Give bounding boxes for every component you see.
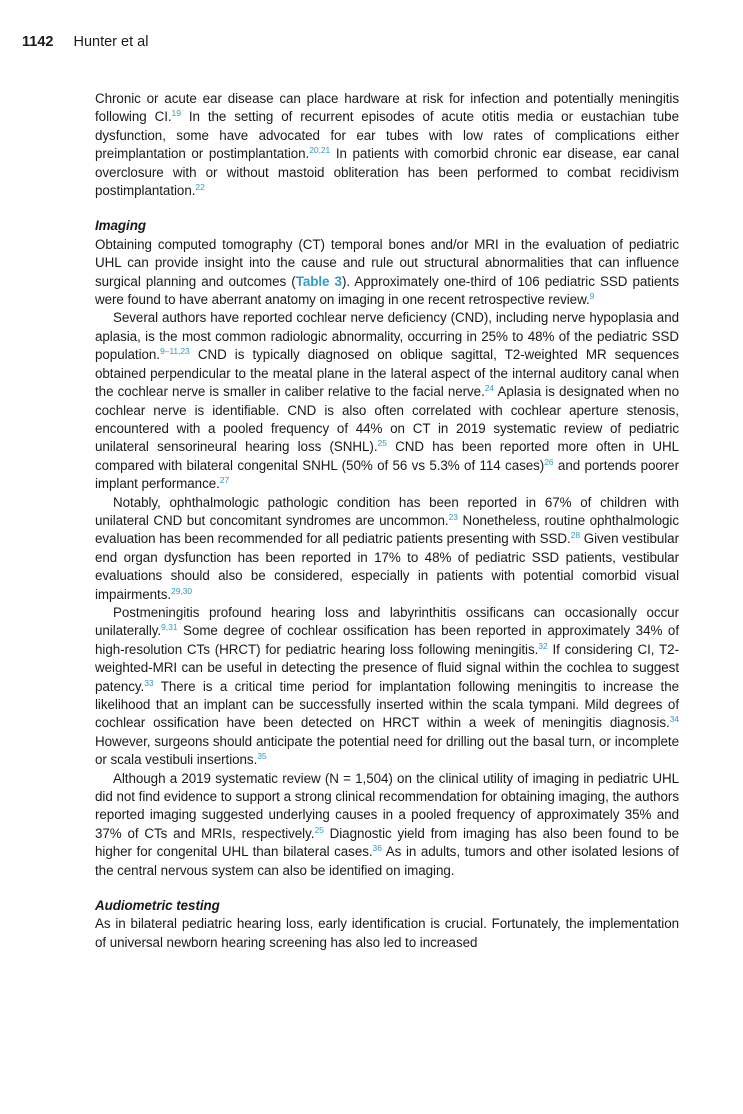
citation-link[interactable]: 25 xyxy=(314,824,324,835)
citation-link[interactable]: 29,30 xyxy=(171,585,193,596)
page-number: 1142 xyxy=(22,34,54,50)
citation-link[interactable]: 20,21 xyxy=(309,145,331,156)
citation-link[interactable]: 25 xyxy=(377,438,387,449)
citation-link[interactable]: 34 xyxy=(669,714,679,725)
citation-link[interactable]: 19 xyxy=(171,108,181,119)
citation-link[interactable]: 26 xyxy=(544,456,554,467)
section-gap xyxy=(95,880,679,897)
section-heading-imaging: Imaging xyxy=(95,218,146,234)
citation-link[interactable]: 33 xyxy=(144,677,154,688)
citation-link[interactable]: 27 xyxy=(219,475,230,486)
citation-link[interactable]: 36 xyxy=(372,843,382,854)
paragraph-imaging-3: Notably, ophthalmologic pathologic condition has been reported in 67% of children with unilateral CND but concomitant syndromes are uncommon.$^{23}$ Nonetheless, routine ophthalmologic evaluation has been recommended for all pediatric patients presenting with SSD.$^{28}$ Given vestibular end organ dysfunction has been reported in 17% to 48% of pediatric SSD patients, vestibular evaluations should also be considered, especially in patients with potential comorbid visual impairments.$^{29,30}$ xyxy=(95,494,679,602)
running-head xyxy=(22,34,148,50)
paragraph-imaging-4: Postmeningitis profound hearing loss and labyrinthitis ossificans can occasionally occur unilaterally.$^{9,31}$ Some degree of cochlear ossification has been reported in approximately 34% of high-resolution CTs (HRCT) for pediatric hearing loss following meningitis.$^{32}$ If considering CI, T2-weighted-MRI can be useful in detecting the presence of fluid signal within the cochlea to suggest patency.$^{33}$ There is a critical time period for implantation following meningitis to increase the likelihood that an implant can be successfully inserted within the scala tympani. Mild degrees of cochlear ossification have been detected on HRCT within a week of meningitis diagnosis.$^{34}$ However, surgeons should anticipate the potential need for drilling out the basal turn, or incomplete or scala vestibuli insertions.$^{35}$ xyxy=(95,604,679,768)
citation-link[interactable]: 9–11,23 xyxy=(159,346,190,357)
section-gap xyxy=(95,200,679,217)
citation-link[interactable]: 35 xyxy=(257,751,267,762)
section-heading-audiometric: Audiometric testing xyxy=(95,898,220,914)
paragraph-imaging-1: Obtaining computed tomography (CT) temporal bones and/or MRI in the evaluation of pediatric UHL can provide insight into the cause and rule out structural abnormalities that can influence surgical planning and outcomes (Table 3). Approximately one-third of 106 pediatric SSD patients were found to have aberrant anatomy on imaging in one recent retrospective review.$^9$ xyxy=(95,236,679,308)
paragraph-imaging-5: Although a 2019 systematic review (N = 1,504) on the clinical utility of imaging in pediatric UHL did not find evidence to support a strong clinical recommendation for obtaining imaging, the authors reported imaging suggested underlying causes in a pooled frequency of approximately 35% and 37% of CTs and MRIs, respectively.$^{25}$ Diagnostic yield from imaging has also been found to be higher for congenital UHL than bilateral cases.$^{36}$ As in adults, tumors and other isolated lesions of the central nervous system can also be identified on imaging. xyxy=(95,770,679,878)
paragraph-imaging-2: Several authors have reported cochlear nerve deficiency (CND), including nerve hypoplasia and aplasia, is the most common radiologic abnormality, occurring in 25% to 48% of the pediatric SSD population.$^{9-11,23}$ CND is typically diagnosed on oblique sagittal, T2-weighted MR sequences obtained perpendicular to the meatal plane in the lateral aspect of the internal auditory canal when the cochlear nerve is smaller in caliber relative to the facial nerve.$^{24}$ Aplasia is designated when no cochlear nerve is identifiable. CND is also often correlated with cochlear aperture stenosis, encountered with a pooled frequency of 44% on CT in 2019 systematic review of pediatric unilateral sensorineural hearing loss (SNHL).$^{25}$ CND has been reported more often in UHL compared with bilateral congenital SNHL (50% of 56 vs 5.3% of 114 cases)$^{26}$ and portends poorer implant performance.$^{27}$ xyxy=(95,310,679,492)
paragraph-audiometric-1: As in bilateral pediatric hearing loss, early identification is crucial. Fortunately, the implementation of universal newborn hearing screening has also led to increased xyxy=(95,916,679,950)
citation-link[interactable]: 24 xyxy=(484,383,495,394)
paragraph-ear-disease: Chronic or acute ear disease can place hardware at risk for infection and potentially meningitis following CI.$^{19}$ In the setting of recurrent episodes of acute otitis media or eustachian tube dysfunction, some have advocated for ear tubes with low rates of complications either preimplantation or postimplantation.$^{20,21}$ In patients with comorbid chronic ear disease, ear canal overclosure with or without mastoid obliteration has been performed to combat recidivism postimplantation.$^{22}$ xyxy=(95,91,679,199)
citation-link[interactable]: 23 xyxy=(448,511,458,522)
citation-link[interactable]: 32 xyxy=(538,640,548,651)
article-body xyxy=(95,90,679,952)
citation-link[interactable]: 9,31 xyxy=(161,622,178,633)
citation-link[interactable]: 28 xyxy=(570,530,581,541)
running-head-authors: Hunter et al xyxy=(73,34,149,50)
citation-link[interactable]: 9 xyxy=(589,291,595,302)
table-reference-link[interactable]: Table 3 xyxy=(295,273,342,289)
citation-link[interactable]: 22 xyxy=(195,182,205,193)
